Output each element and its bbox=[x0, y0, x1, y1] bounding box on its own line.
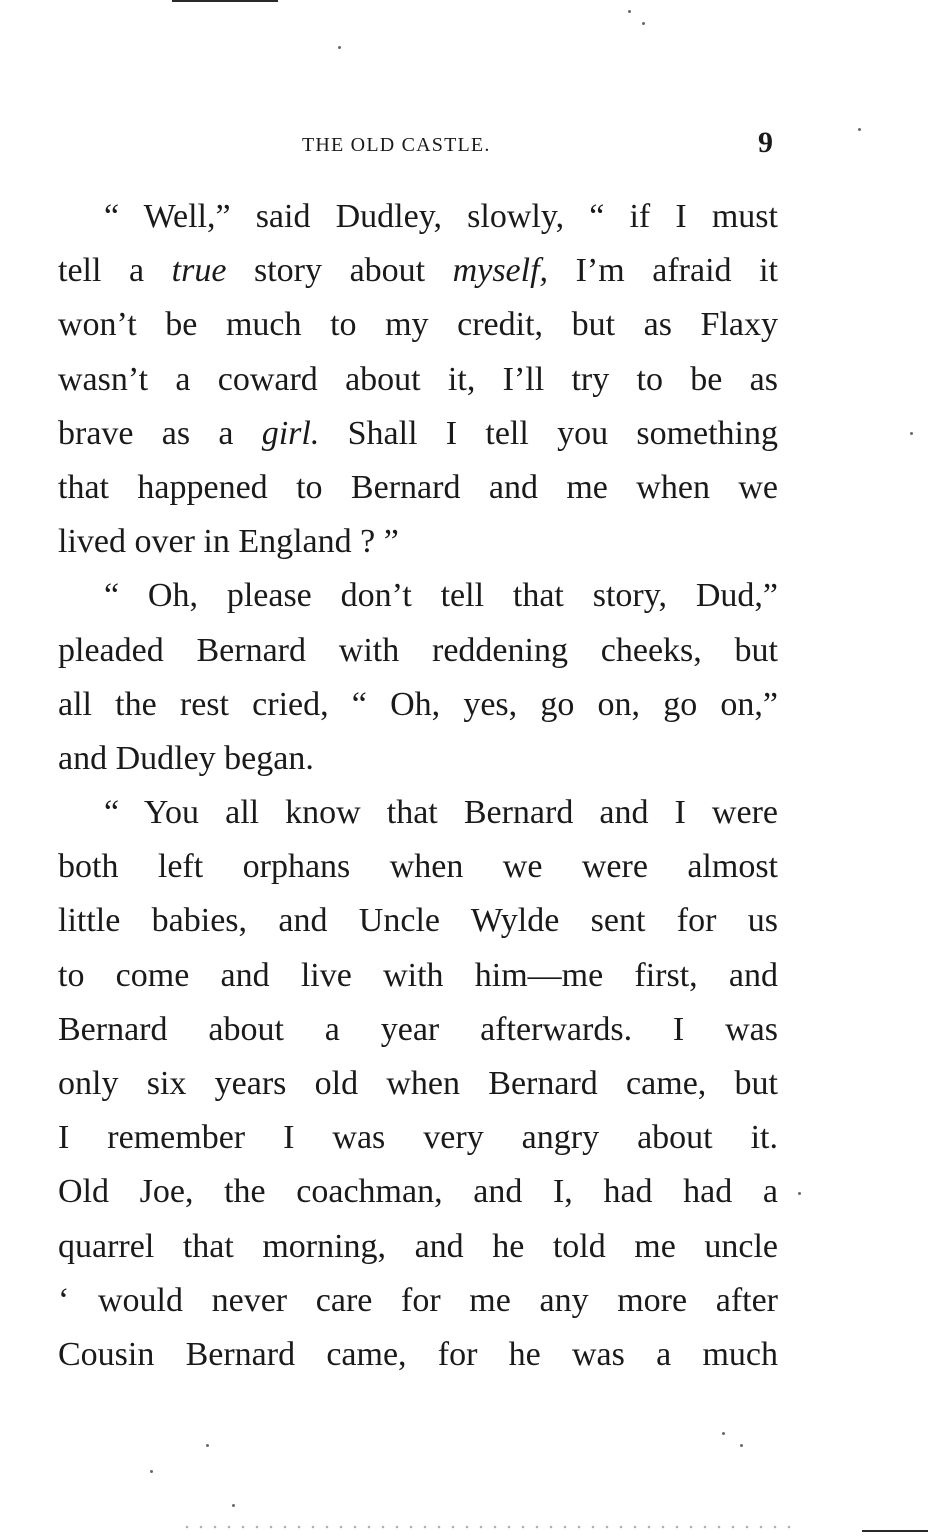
text-line: Cousin Bernard came, for he was a much bbox=[58, 1335, 778, 1373]
text-line: tell a true story about myself, I’m afraid it bbox=[58, 252, 778, 290]
text-line: little babies, and Uncle Wylde sent for us bbox=[58, 902, 778, 940]
body-text bbox=[58, 190, 778, 1382]
page-number: 9 bbox=[758, 126, 773, 159]
paper-speck bbox=[740, 1444, 743, 1447]
text-line: and Dudley began. bbox=[58, 739, 314, 777]
text-line: “ You all know that Bernard and I were bbox=[104, 794, 778, 832]
running-title: THE OLD CASTLE. bbox=[302, 134, 491, 156]
text-line: pleaded Bernard with reddening cheeks, but bbox=[58, 631, 778, 669]
paper-speck bbox=[232, 1504, 235, 1507]
paper-speck bbox=[798, 1192, 801, 1195]
text-line: all the rest cried, “ Oh, yes, go on, go on,” bbox=[58, 685, 778, 723]
running-head bbox=[0, 126, 928, 166]
text-line: ‘ would never care for me any more after bbox=[58, 1281, 778, 1319]
bottom-edge-marks bbox=[180, 1524, 800, 1530]
bottom-edge-rule bbox=[862, 1530, 928, 1532]
paper-speck bbox=[722, 1432, 725, 1435]
text-line: that happened to Bernard and me when we bbox=[58, 468, 778, 506]
paper-speck bbox=[150, 1470, 153, 1473]
top-edge-rule bbox=[172, 0, 278, 2]
paper-speck bbox=[628, 10, 631, 13]
text-line: Bernard about a year afterwards. I was bbox=[58, 1010, 778, 1048]
text-line: only six years old when Bernard came, but bbox=[58, 1065, 778, 1102]
italic-word: myself, bbox=[452, 252, 549, 290]
paper-speck bbox=[338, 46, 341, 49]
text-line: “ Well,” said Dudley, slowly, “ if I must bbox=[104, 198, 778, 235]
text-line: won’t be much to my credit, but as Flaxy bbox=[58, 306, 778, 344]
text-line: to come and live with him—me first, and bbox=[58, 956, 778, 994]
text-line: Old Joe, the coachman, and I, had had a bbox=[58, 1173, 778, 1211]
paper-speck bbox=[910, 432, 913, 435]
paper-speck bbox=[206, 1444, 209, 1447]
text-line: both left orphans when we were almost bbox=[58, 848, 778, 886]
italic-word: girl. bbox=[261, 414, 320, 452]
paper-speck bbox=[642, 22, 645, 25]
text-line: I remember I was very angry about it. bbox=[58, 1119, 778, 1157]
text-line: brave as a girl. Shall I tell you something bbox=[58, 414, 779, 452]
italic-word: true bbox=[171, 252, 227, 290]
text-line: “ Oh, please don’t tell that story, Dud,” bbox=[104, 577, 778, 615]
text-line: lived over in England ? ” bbox=[58, 523, 399, 561]
text-line: wasn’t a coward about it, I’ll try to be as bbox=[58, 360, 778, 398]
text-line: quarrel that morning, and he told me uncle bbox=[58, 1227, 778, 1265]
